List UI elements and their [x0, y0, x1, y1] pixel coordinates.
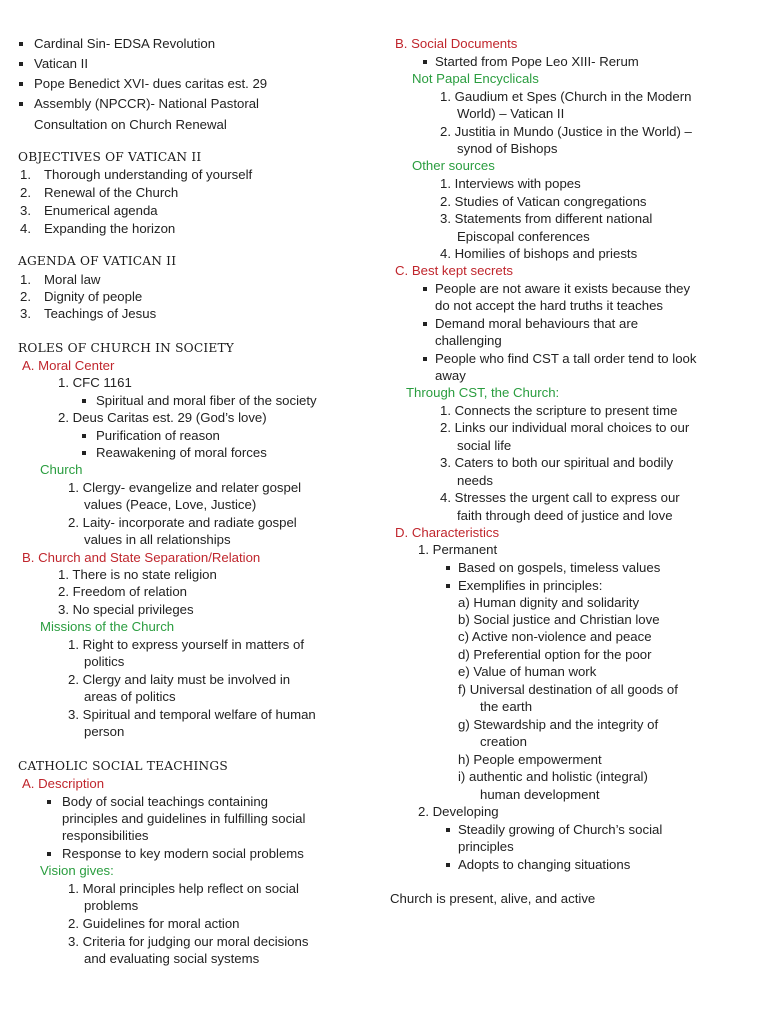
objectives-heading: OBJECTIVES OF VATICAN II [18, 150, 202, 164]
principle-item: e) Value of human work [458, 664, 597, 679]
vision-item-cont: and evaluating social systems [84, 951, 260, 966]
bullet-marker [423, 357, 427, 361]
bullet-marker [446, 863, 450, 867]
best-kept-secrets-label: C. Best kept secrets [395, 263, 513, 278]
objectives-item: Thorough understanding of yourself [44, 167, 253, 182]
through-item-cont: social life [457, 438, 512, 453]
secrets-item-cont: away [435, 368, 466, 383]
objectives-num: 2. [20, 185, 31, 200]
missions-label: Missions of the Church [40, 619, 175, 634]
agenda-item: Teachings of Jesus [44, 306, 157, 321]
social-documents-item: Started from Pope Leo XIII- Rerum [435, 54, 639, 69]
principle-item: a) Human dignity and solidarity [458, 595, 640, 610]
through-item-cont: faith through deed of justice and love [457, 508, 673, 523]
agenda-num: 1. [20, 272, 31, 287]
bullet-marker [82, 434, 86, 438]
principle-item: b) Social justice and Christian love [458, 612, 660, 627]
secrets-item: People are not aware it exists because they [435, 281, 691, 296]
closing-statement: Church is present, alive, and active [390, 891, 596, 906]
objectives-item: Expanding the horizon [44, 221, 176, 236]
secrets-item-cont: challenging [435, 333, 502, 348]
bullet-marker [47, 800, 51, 804]
agenda-item: Moral law [44, 272, 101, 287]
char-item: 1. Permanent [418, 542, 498, 557]
separation-item: 3. No special privileges [58, 602, 194, 617]
bullet-marker [19, 42, 23, 46]
description-item-cont: responsibilities [62, 828, 149, 843]
other-sources-item: 4. Homilies of bishops and priests [440, 246, 638, 261]
not-papal-item: 1. Gaudium et Spes (Church in the Modern [440, 89, 692, 104]
principle-item-cont: the earth [480, 699, 533, 714]
secrets-item: Demand moral behaviours that are [435, 316, 639, 331]
separation-label: B. Church and State Separation/Relation [22, 550, 261, 565]
church-item: 2. Laity- incorporate and radiate gospel [68, 515, 297, 530]
intro-bullet: Cardinal Sin- EDSA Revolution [34, 36, 216, 51]
principle-item: i) authentic and holistic (integral) [458, 769, 648, 784]
agenda-heading: AGENDA OF VATICAN II [18, 254, 177, 268]
separation-item: 1. There is no state religion [58, 567, 217, 582]
bullet-marker [423, 60, 427, 64]
through-item: 1. Connects the scripture to present time [440, 403, 678, 418]
vision-item: 2. Guidelines for moral action [68, 916, 240, 931]
objectives-num: 3. [20, 203, 31, 218]
description-label: A. Description [22, 776, 105, 791]
description-item: Body of social teachings containing [62, 794, 269, 809]
missions-item: 3. Spiritual and temporal welfare of human [68, 707, 316, 722]
vision-item: 3. Criteria for judging our moral decisions [68, 934, 309, 949]
other-sources-item-cont: Episcopal conferences [457, 229, 590, 244]
bullet-marker [423, 322, 427, 326]
other-sources-item: 3. Statements from different national [440, 211, 653, 226]
bullet-marker [82, 399, 86, 403]
roles-item: Reawakening of moral forces [96, 445, 267, 460]
separation-item: 2. Freedom of relation [58, 584, 188, 599]
bullet-marker [446, 566, 450, 570]
through-item-cont: needs [457, 473, 493, 488]
char-item: Adopts to changing situations [458, 857, 631, 872]
intro-bullet: Pope Benedict XVI- dues caritas est. 29 [34, 76, 268, 91]
roles-item: 1. CFC 1161 [58, 375, 132, 390]
objectives-item: Renewal of the Church [44, 185, 179, 200]
objectives-item: Enumerical agenda [44, 203, 158, 218]
other-sources-item: 1. Interviews with popes [440, 176, 581, 191]
intro-bullet: Vatican II [34, 56, 88, 71]
roles-item: Purification of reason [96, 428, 220, 443]
bullet-marker [19, 82, 23, 86]
missions-item: 1. Right to express yourself in matters of [68, 637, 305, 652]
char-item: Exemplifies in principles: [458, 578, 603, 593]
agenda-num: 2. [20, 289, 31, 304]
description-item-cont: principles and guidelines in fulfilling social [62, 811, 306, 826]
through-item: 3. Caters to both our spiritual and bodily [440, 455, 674, 470]
other-sources-label: Other sources [412, 158, 495, 173]
vision-item: 1. Moral principles help reflect on social [68, 881, 299, 896]
secrets-item-cont: do not accept the hard truths it teaches [435, 298, 663, 313]
missions-item-cont: areas of politics [84, 689, 176, 704]
bullet-marker [47, 852, 51, 856]
church-label: Church [40, 462, 83, 477]
agenda-item: Dignity of people [44, 289, 143, 304]
char-item: Based on gospels, timeless values [458, 560, 661, 575]
char-item-cont: principles [458, 839, 514, 854]
vision-item-cont: problems [84, 898, 139, 913]
principle-item: h) People empowerment [458, 752, 602, 767]
objectives-num: 4. [20, 221, 31, 236]
not-papal-item-cont: synod of Bishops [457, 141, 558, 156]
church-item: 1. Clergy- evangelize and relater gospel [68, 480, 302, 495]
missions-item: 2. Clergy and laity must be involved in [68, 672, 291, 687]
objectives-num: 1. [20, 167, 31, 182]
church-item-cont: values (Peace, Love, Justice) [84, 497, 257, 512]
description-item: Response to key modern social problems [62, 846, 304, 861]
church-item-cont: values in all relationships [84, 532, 231, 547]
roles-heading: ROLES OF CHURCH IN SOCIETY [18, 341, 235, 355]
char-item: Steadily growing of Church’s social [458, 822, 663, 837]
cst-heading: CATHOLIC SOCIAL TEACHINGS [18, 759, 228, 773]
not-papal-item: 2. Justitia in Mundo (Justice in the World) – [440, 124, 692, 139]
through-item: 4. Stresses the urgent call to express our [440, 490, 680, 505]
bullet-marker [19, 62, 23, 66]
principle-item: d) Preferential option for the poor [458, 647, 652, 662]
principle-item-cont: human development [480, 787, 600, 802]
bullet-marker [423, 287, 427, 291]
intro-bullet: Assembly (NPCCR)- National Pastoral [34, 96, 259, 111]
bullet-marker [82, 451, 86, 455]
principle-item-cont: creation [480, 734, 527, 749]
agenda-num: 3. [20, 306, 31, 321]
principle-item: f) Universal destination of all goods of [458, 682, 678, 697]
not-papal-label: Not Papal Encyclicals [412, 71, 539, 86]
roles-item: 2. Deus Caritas est. 29 (God’s love) [58, 410, 267, 425]
social-documents-label: B. Social Documents [395, 36, 518, 51]
through-cst-label: Through CST, the Church: [406, 385, 560, 400]
characteristics-label: D. Characteristics [395, 525, 500, 540]
missions-item-cont: politics [84, 654, 125, 669]
vision-label: Vision gives: [40, 863, 114, 878]
other-sources-item: 2. Studies of Vatican congregations [440, 194, 647, 209]
bullet-marker [19, 102, 23, 106]
moral-center-label: A. Moral Center [22, 358, 115, 373]
roles-item: Spiritual and moral fiber of the society [96, 393, 317, 408]
principle-item: g) Stewardship and the integrity of [458, 717, 659, 732]
bullet-marker [446, 828, 450, 832]
intro-bullet-cont: Consultation on Church Renewal [34, 117, 227, 132]
secrets-item: People who find CST a tall order tend to look [435, 351, 697, 366]
bullet-marker [446, 584, 450, 588]
not-papal-item-cont: World) – Vatican II [457, 106, 565, 121]
through-item: 2. Links our individual moral choices to our [440, 420, 690, 435]
char-item: 2. Developing [418, 804, 499, 819]
missions-item-cont: person [84, 724, 125, 739]
principle-item: c) Active non-violence and peace [458, 629, 652, 644]
